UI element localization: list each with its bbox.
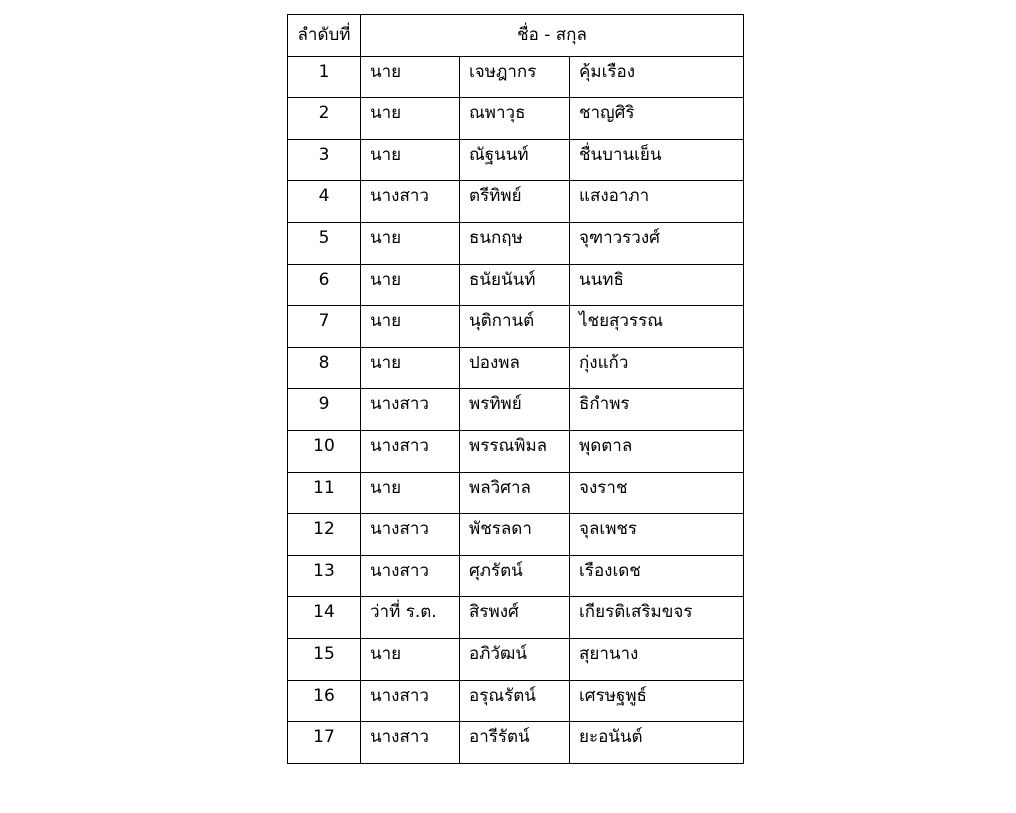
row-title: นาย [361,472,460,514]
row-last-name: จุลเพชร [570,514,744,556]
row-first-name: ตรีทิพย์ [460,181,570,223]
row-number: 5 [288,222,361,264]
row-number: 14 [288,597,361,639]
row-last-name: นนทธิ [570,264,744,306]
row-last-name: พุดตาล [570,430,744,472]
row-title: นาย [361,56,460,98]
row-number: 1 [288,56,361,98]
row-last-name: ยะอนันต์ [570,722,744,764]
row-last-name: ชื่นบานเย็น [570,139,744,181]
row-title: นางสาว [361,555,460,597]
row-title: นาย [361,264,460,306]
row-title: นาย [361,139,460,181]
row-first-name: เจษฎากร [460,56,570,98]
row-title: ว่าที่ ร.ต. [361,597,460,639]
table-row [288,347,744,389]
row-title: นางสาว [361,430,460,472]
row-number: 11 [288,472,361,514]
row-number: 17 [288,722,361,764]
row-first-name: อารีรัตน์ [460,722,570,764]
row-last-name: จุฑาวรวงศ์ [570,222,744,264]
table-row [288,222,744,264]
row-first-name: พัชรลดา [460,514,570,556]
row-title: นางสาว [361,680,460,722]
row-last-name: แสงอาภา [570,181,744,223]
names-table-body [288,15,744,764]
row-number: 16 [288,680,361,722]
row-title: นาย [361,638,460,680]
row-last-name: เรืองเดช [570,555,744,597]
table-row [288,472,744,514]
row-number: 9 [288,389,361,431]
row-title: นาย [361,98,460,140]
row-first-name: นุติกานต์ [460,306,570,348]
row-number: 8 [288,347,361,389]
names-table [287,14,744,764]
row-title: นาย [361,347,460,389]
row-first-name: ธนัยนันท์ [460,264,570,306]
row-first-name: ธนกฤษ [460,222,570,264]
row-last-name: ธิกำพร [570,389,744,431]
table-row [288,139,744,181]
table-row [288,181,744,223]
row-first-name: ณัฐนนท์ [460,139,570,181]
row-title: นาย [361,222,460,264]
row-last-name: คุ้มเรือง [570,56,744,98]
row-first-name: พรทิพย์ [460,389,570,431]
row-last-name: ชาญศิริ [570,98,744,140]
table-row [288,389,744,431]
table-row [288,98,744,140]
row-last-name: เศรษฐพูธ์ [570,680,744,722]
row-first-name: อรุณรัตน์ [460,680,570,722]
row-first-name: ศุภรัตน์ [460,555,570,597]
table-row [288,514,744,556]
row-first-name: พรรณพิมล [460,430,570,472]
row-last-name: ไชยสุวรรณ [570,306,744,348]
table-row [288,722,744,764]
row-number: 7 [288,306,361,348]
row-first-name: ณพาวุธ [460,98,570,140]
header-number: ลำดับที่ [288,15,361,57]
row-last-name: เกียรติเสริมขจร [570,597,744,639]
table-row [288,597,744,639]
row-number: 12 [288,514,361,556]
table-row [288,264,744,306]
row-number: 13 [288,555,361,597]
row-title: นางสาว [361,181,460,223]
row-last-name: จงราช [570,472,744,514]
row-title: นางสาว [361,389,460,431]
row-number: 15 [288,638,361,680]
row-number: 10 [288,430,361,472]
row-title: นางสาว [361,722,460,764]
row-first-name: สิรพงศ์ [460,597,570,639]
row-title: นาย [361,306,460,348]
row-first-name: พลวิศาล [460,472,570,514]
header-name: ชื่อ - สกุล [361,15,744,57]
table-row [288,56,744,98]
row-last-name: สุยานาง [570,638,744,680]
header-row [288,15,744,57]
row-first-name: อภิวัฒน์ [460,638,570,680]
row-last-name: กุ่งแก้ว [570,347,744,389]
table-row [288,430,744,472]
table-row [288,638,744,680]
row-number: 3 [288,139,361,181]
table-row [288,555,744,597]
row-number: 6 [288,264,361,306]
table-row [288,306,744,348]
row-number: 4 [288,181,361,223]
row-first-name: ปองพล [460,347,570,389]
row-number: 2 [288,98,361,140]
row-title: นางสาว [361,514,460,556]
table-row [288,680,744,722]
